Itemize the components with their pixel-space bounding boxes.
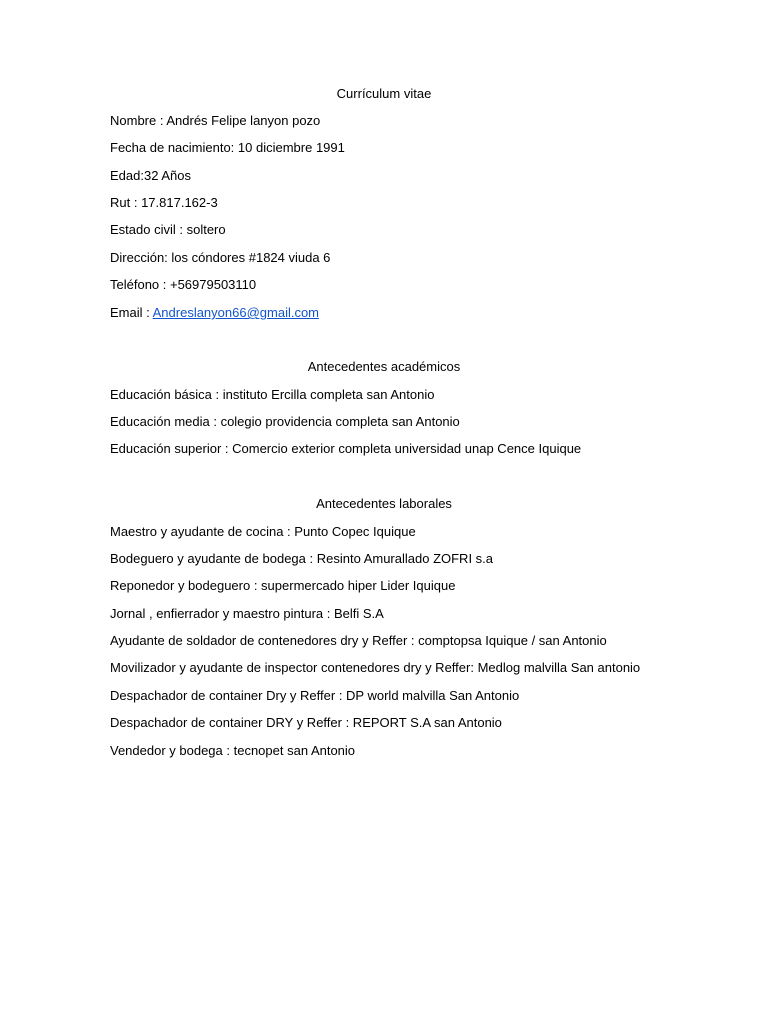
academicos-item: Educación media : colegio providencia completa san Antonio (110, 414, 460, 429)
personal-estado-civil: Estado civil : soltero (110, 222, 226, 237)
personal-direccion: Dirección: los cóndores #1824 viuda 6 (110, 250, 331, 265)
personal-edad: Edad:32 Años (110, 168, 191, 183)
email-label: Email : (110, 305, 153, 320)
academicos-item: Educación básica : instituto Ercilla completa san Antonio (110, 387, 435, 402)
laborales-item: Reponedor y bodeguero : supermercado hiper Lider Iquique (110, 578, 456, 593)
laborales-item: Vendedor y bodega : tecnopet san Antonio (110, 743, 356, 758)
personal-rut: Rut : 17.817.162-3 (110, 195, 218, 210)
personal-email-row (110, 305, 319, 321)
personal-fecha-nacimiento: Fecha de nacimiento: 10 diciembre 1991 (110, 140, 345, 155)
laborales-item: Ayudante de soldador de contenedores dry y Reffer : comptopsa Iquique / san Antonio (110, 633, 607, 648)
laborales-item: Jornal , enfierrador y maestro pintura : Belfi S.A (110, 606, 384, 621)
personal-telefono: Teléfono : +56979503110 (110, 277, 257, 292)
laborales-item: Maestro y ayudante de cocina : Punto Copec Iquique (110, 524, 416, 539)
laborales-item: Bodeguero y ayudante de bodega : Resinto Amurallado ZOFRI s.a (110, 551, 494, 566)
laborales-heading: Antecedentes laborales (316, 496, 452, 511)
academicos-heading: Antecedentes académicos (307, 359, 461, 374)
laborales-item: Movilizador y ayudante de inspector contenedores dry y Reffer: Medlog malvilla San antonio (110, 660, 641, 675)
laborales-item: Despachador de container Dry y Reffer : DP world malvilla San Antonio (110, 688, 520, 703)
personal-nombre: Nombre : Andrés Felipe lanyon pozo (110, 113, 321, 128)
laborales-item: Despachador de container DRY y Reffer : REPORT S.A san Antonio (110, 715, 502, 730)
document-title: Currículum vitae (336, 86, 432, 101)
email-link[interactable]: Andreslanyon66@gmail.com (152, 305, 320, 320)
academicos-item: Educación superior : Comercio exterior completa universidad unap Cence Iquique (110, 441, 582, 456)
